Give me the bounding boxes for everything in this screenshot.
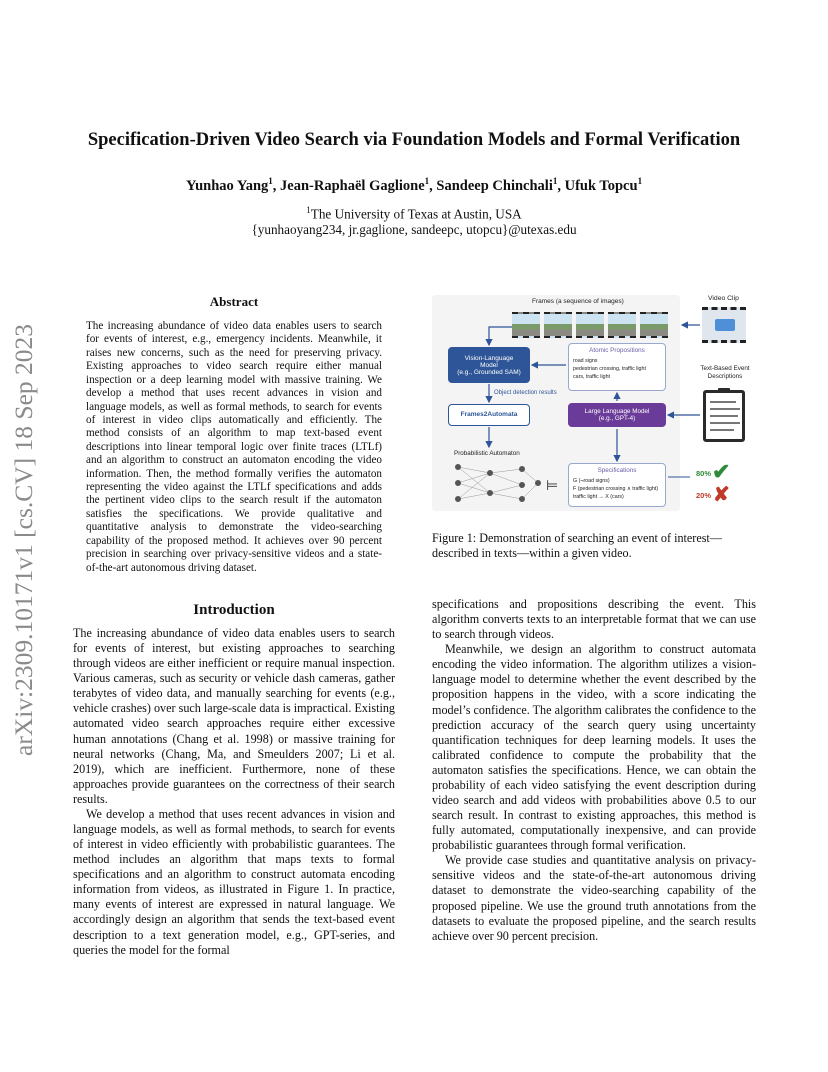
check-icon: ✔: [712, 459, 731, 484]
paragraph: Meanwhile, we design an algorithm to construct automata encoding the video information. The algorithm utilizes a vision-language model to determine whether the event described by the proposition happens in the video, with a score indicating the model’s confidence. The algorithm calibrates the confidence to the prediction accuracy of the search query using uncertainty quantification techniques for deep learning models. It uses the calibrated confidence to compute the probability that the automaton satisfies the specifications. Hence, we can obtain the probability of each video satisfying the event description during video search and add videos with probabilities above 0.5 to our search result. In contrast to existing approaches, this method is fully automated, computationally inexpensive, and can provide probabilistic guarantees through formal verification.: [432, 642, 756, 853]
atomic-title: Atomic Propositions: [589, 347, 645, 354]
paper-title: Specification-Driven Video Search via Foundation Models and Formal Verification: [87, 130, 741, 150]
atomic-propositions-box: [568, 343, 666, 391]
author-name: Ufuk Topcu: [564, 177, 638, 194]
llm-line: (e.g., GPT-4): [598, 415, 636, 422]
proposition: road signs: [573, 358, 598, 364]
specs-title: Specifications: [597, 467, 637, 474]
introduction-left-column: [73, 626, 395, 958]
introduction-heading: Introduction: [193, 602, 275, 618]
vision-language-model-box: [448, 347, 530, 383]
author-emails: {yunhaoyang234, jr.gaglione, sandeepc, utopcu}@utexas.edu: [251, 222, 577, 238]
clipboard-icon: [703, 390, 745, 442]
specification: traffic light → X (cars): [573, 494, 624, 500]
probabilistic-automaton-label: Probabilistic Automaton: [454, 450, 520, 457]
cross-icon: ✘: [713, 484, 730, 506]
author-affiliation-mark: 1: [637, 176, 643, 186]
video-frame: [640, 312, 668, 338]
arxiv-stamp: arXiv:2309.10171v1 [cs.CV] 18 Sep 2023: [9, 323, 38, 756]
abstract-text: The increasing abundance of video data enables users to search for events of interest, e.g., emergency incidents. Meanwhile, it raises new concerns, such as the need for preserving privacy. Existing approaches to video search require either manual inspection or a deep learning model with massive training. We develop a method that uses recent advances in vision and language models, as well as formal methods, to search for events of interest in video clips automatically and efficiently. The method consists of an algorithm to map text-based event descriptions into linear temporal logic over finite traces (LTLf) and an algorithm to construct an automaton encoding the video information. Then, the method formally verifies the automaton representing the video against the LTLf specifications and adds the pertinent video clips to the search result if the automaton satisfies the specifications. We provide qualitative and quantitative analysis to demonstrate the video-searching capability of the proposed method. It achieves over 90 percent precision in searching over privacy-sensitive videos and a state-of-the-art autonomous driving dataset.: [86, 320, 382, 574]
pass-probability: 80%: [696, 469, 712, 478]
figure-caption: Figure 1: Demonstration of searching an event of interest—described in texts—within a given video.: [432, 531, 722, 561]
paragraph: The increasing abundance of video data enables users to search for events of interest, but existing approaches to searching through videos are either inefficient or require manual inspection. Various cameras, such as security or vehicle dash cameras, gather terabytes of video data, and manually searching for events (e.g., vehicle crashes) over such large-scale data is impractical. Existing automated video search approaches require either excessive human annotations (Chang et al. 1998) or massive training for neural networks (Chang, Ma, and Smeulders 2007; Li et al. 2019), which are inefficient. Furthermore, none of these approaches provide guarantees on the correctness of their search results.: [73, 626, 395, 806]
author-affiliation-mark: 1: [268, 176, 273, 186]
frames2automata-box: Frames2Automata: [448, 404, 530, 426]
figure-1: [432, 287, 784, 519]
introduction-right-column: [432, 597, 756, 944]
fail-probability: 20%: [696, 491, 712, 500]
video-clip-label: Video Clip: [708, 295, 739, 302]
video-frame: [608, 312, 636, 338]
llm-line: Large Language Model: [584, 408, 650, 415]
author-name: Yunhao Yang: [185, 177, 269, 194]
satisfies-symbol: ⊨: [546, 477, 559, 493]
author-list: Yunhao Yang$^1$, Jean-Raphaël Gaglione$^1$, Sandeep Chinchali$^1$, Ufuk Topcu$^1$: [185, 176, 643, 194]
vlm-line: Vision-Language: [464, 354, 514, 362]
specification: F (pedestrian crossing ∧ traffic light): [573, 486, 659, 492]
video-frame: [544, 312, 572, 338]
frames-label: Frames (a sequence of images): [532, 298, 624, 305]
paragraph: specifications and propositions describing the event. This algorithm converts texts to an interpretable format that we can use to search through videos.: [432, 597, 756, 642]
author-name: Sandeep Chinchali: [436, 177, 553, 194]
affiliation-mark: 1: [306, 205, 311, 215]
vlm-line: Model: [480, 361, 498, 369]
specifications-box: [568, 463, 666, 507]
author-affiliation-mark: 1: [552, 176, 558, 186]
abstract-heading: Abstract: [209, 294, 259, 309]
proposition: cars, traffic light: [573, 374, 610, 380]
proposition: pedestrian crossing, traffic light: [573, 366, 646, 372]
large-language-model-box: [568, 403, 666, 427]
video-frame-thumb: [715, 319, 735, 331]
paragraph: We develop a method that uses recent advances in vision and language models, as well as formal methods, to search for events of interest in video efficiently with probabilistic guarantees. The method includes an algorithm that maps texts to formal specifications and an algorithm to construct automata encoding information from videos, as illustrated in Figure 1. In practice, many events of interest are expressed in natural language. We accordingly design an algorithm that sends the text-based event description to a text generation model, e.g., GPT-series, and queries the model for the formal: [73, 806, 395, 957]
author-name: Jean-Raphaël Gaglione: [280, 177, 425, 194]
text-event-descriptions-label: Text-Based Event Descriptions: [700, 365, 750, 380]
vlm-line: (e.g., Grounded SAM): [457, 368, 521, 376]
object-detection-label: Object detection results: [494, 390, 557, 396]
paragraph: We provide case studies and quantitative analysis on privacy-sensitive videos and the state-of-the-art autonomous driving dataset to demonstrate the video-searching capability of the proposed pipeline. We use the ground truth annotations from the datasets to evaluate the proposed pipeline, and the search results achieve over 90 percent precision.: [432, 853, 756, 943]
author-affiliation-mark: 1: [424, 176, 430, 186]
neural-network-icon: [450, 459, 542, 507]
affiliation-block: [40, 202, 788, 238]
video-frame: [512, 312, 540, 338]
specification: G (¬road signs): [573, 478, 610, 484]
video-frame: [576, 312, 604, 338]
affiliation-name: The University of Texas at Austin, USA: [310, 206, 522, 222]
